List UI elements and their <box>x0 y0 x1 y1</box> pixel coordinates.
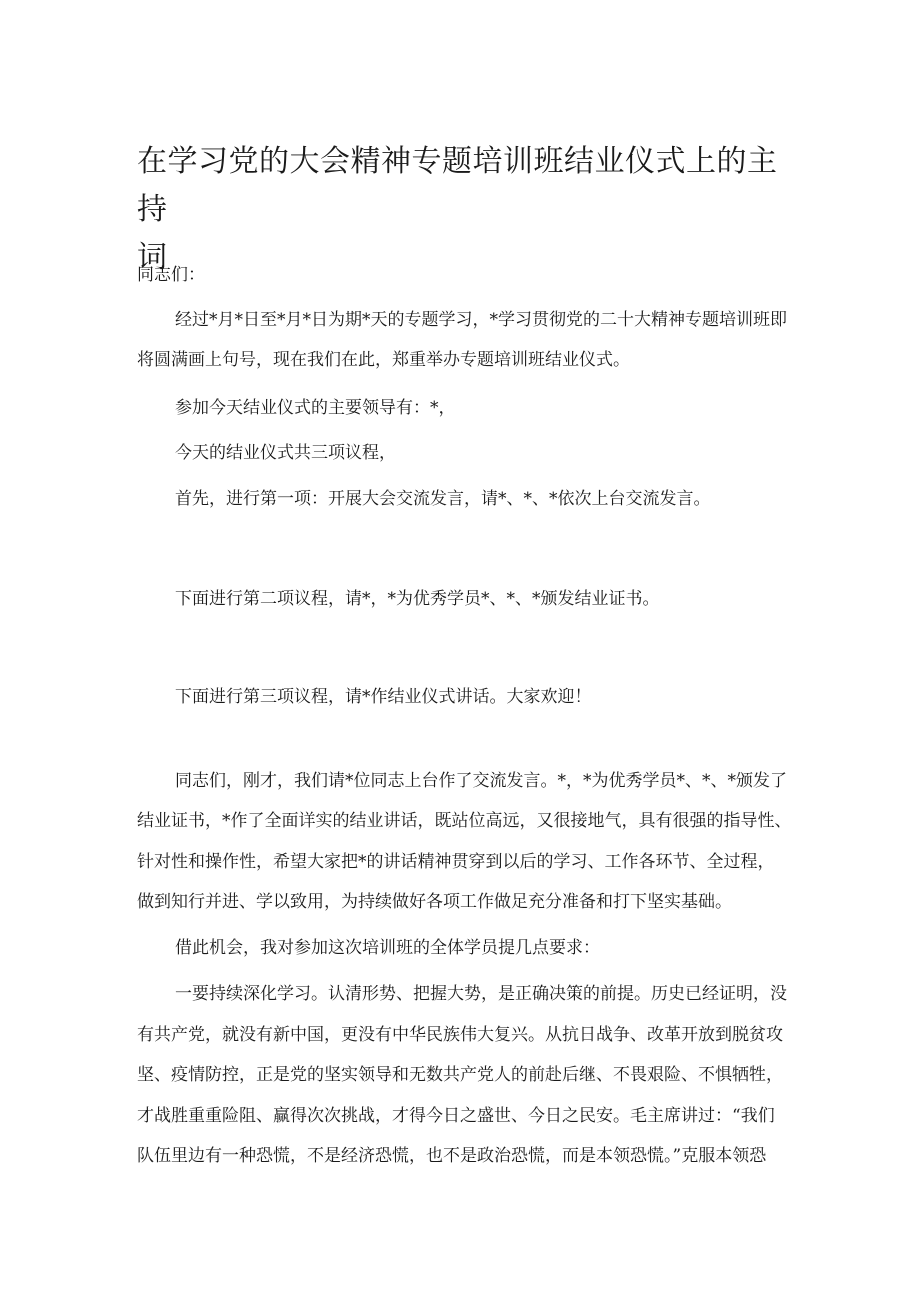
paragraph-line: 坚、疫情防控，正是党的坚实领导和无数共产党人的前赴后继、不畏艰险、不惧牺牲， <box>137 1065 783 1085</box>
paragraph-line: 有共产党，就没有新中国，更没有中华民族伟大复兴。从抗日战争、改革开放到脱贫攻 <box>137 1025 783 1045</box>
title-line-1: 在学习党的大会精神专题培训班结业仪式上的主持 <box>137 144 778 227</box>
title-line-2: 词 <box>137 240 168 275</box>
paragraph-line: 才战胜重重险阻、赢得次次挑战，才得今日之盛世、今日之民安。毛主席讲过：“我们 <box>137 1106 775 1126</box>
paragraph-line: 一要持续深化学习。认清形势、把握大势，是正确决策的前提。历史已经证明，没 <box>175 984 787 1004</box>
paragraph-line: 今天的结业仪式共三项议程， <box>175 443 396 463</box>
paragraph-line: 队伍里边有一种恐慌，不是经济恐慌，也不是政治恐慌，而是本领恐慌。”克服本领恐 <box>137 1146 767 1166</box>
paragraph-line: 经过*月*日至*月*日为期*天的专题学习，*学习贯彻党的二十大精神专题培训班即 <box>175 310 787 330</box>
paragraph-line: 借此机会，我对参加这次培训班的全体学员提几点要求： <box>175 938 600 958</box>
paragraph-line: 结业证书，*作了全面详实的结业讲话，既站位高远，又很接地气，具有很强的指导性、 <box>137 811 792 831</box>
paragraph-line: 首先，进行第一项：开展大会交流发言，请*、*、*依次上台交流发言。 <box>175 489 711 509</box>
paragraph-line: 同志们，刚才，我们请*位同志上台作了交流发言。*，*为优秀学员*、*、*颁发了 <box>175 771 787 791</box>
salutation: 同志们： <box>137 265 205 285</box>
paragraph-line: 下面进行第三项议程，请*作结业仪式讲话。大家欢迎！ <box>175 687 592 707</box>
paragraph-line: 参加今天结业仪式的主要领导有：*， <box>175 398 456 418</box>
paragraph-line: 做到知行并进、学以致用，为持续做好各项工作做足充分准备和打下坚实基础。 <box>137 892 732 912</box>
paragraph-line: 针对性和操作性，希望大家把*的讲话精神贯穿到以后的学习、工作各环节、全过程， <box>137 852 775 872</box>
paragraph-line: 下面进行第二项议程，请*，*为优秀学员*、*、*颁发结业证书。 <box>175 589 660 609</box>
paragraph-line: 将圆满画上句号，现在我们在此，郑重举办专题培训班结业仪式。 <box>137 350 630 370</box>
document-title <box>137 138 797 282</box>
